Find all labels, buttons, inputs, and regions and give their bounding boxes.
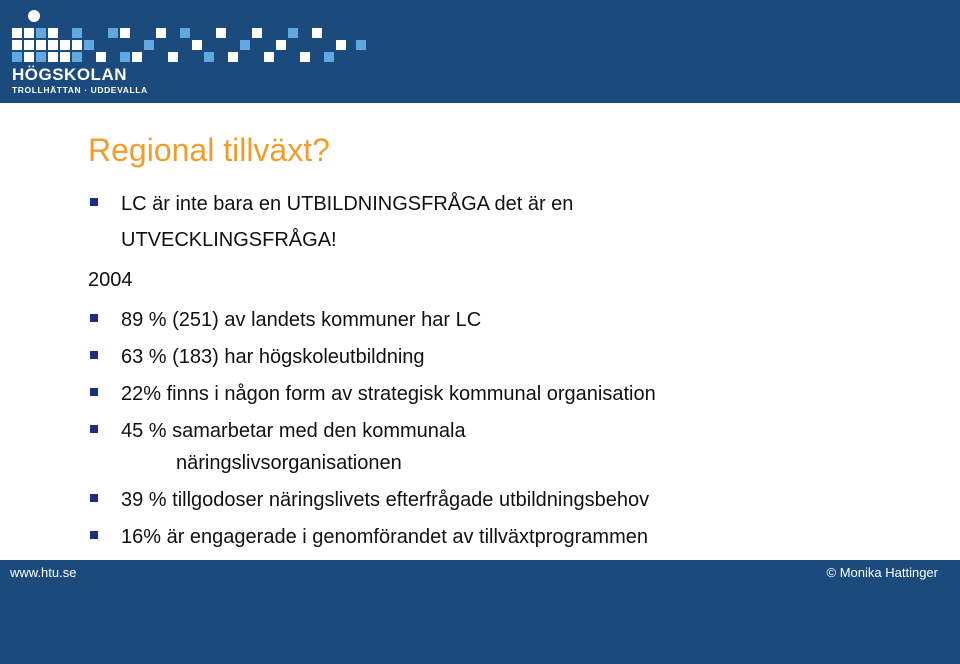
list-item: 45 % samarbetar med den kommunala [121,420,466,442]
list-item: 63 % (183) har högskoleutbildning [121,346,425,368]
bullet-icon [90,351,98,359]
footer-website: www.htu.se [10,565,77,580]
bullet-icon [90,531,98,539]
bullet-icon [90,198,98,206]
intro-line-2: UTVECKLINGSFRÅGA! [121,229,337,251]
list-item: 22% finns i någon form av strategisk kommunal organisation [121,383,656,405]
list-item-continuation: näringslivsorganisationen [176,452,402,474]
year-heading: 2004 [88,269,133,291]
bullet-icon [90,425,98,433]
logo-name: HÖGSKOLAN [12,65,127,84]
list-item: 39 % tillgodoser näringslivets efterfrågade utbildningsbehov [121,489,650,511]
hogskolan-logo-icon [8,6,378,66]
footer-band [0,560,960,664]
slide-title: Regional tillväxt? [88,132,330,168]
footer-copyright: © Monika Hattinger [826,565,938,580]
bullet-icon [90,388,98,396]
list-item: 16% är engagerade i genomförandet av tillväxtprogrammen [121,526,648,548]
list-item: 89 % (251) av landets kommuner har LC [121,309,482,331]
intro-line-1: LC är inte bara en UTBILDNINGSFRÅGA det är en [121,193,574,215]
header-band [0,0,960,103]
logo-subtitle: TROLLHÄTTAN · UDDEVALLA [12,85,148,95]
hogskolan-logo [8,6,378,98]
bullet-icon [90,314,98,322]
bullet-icon [90,494,98,502]
